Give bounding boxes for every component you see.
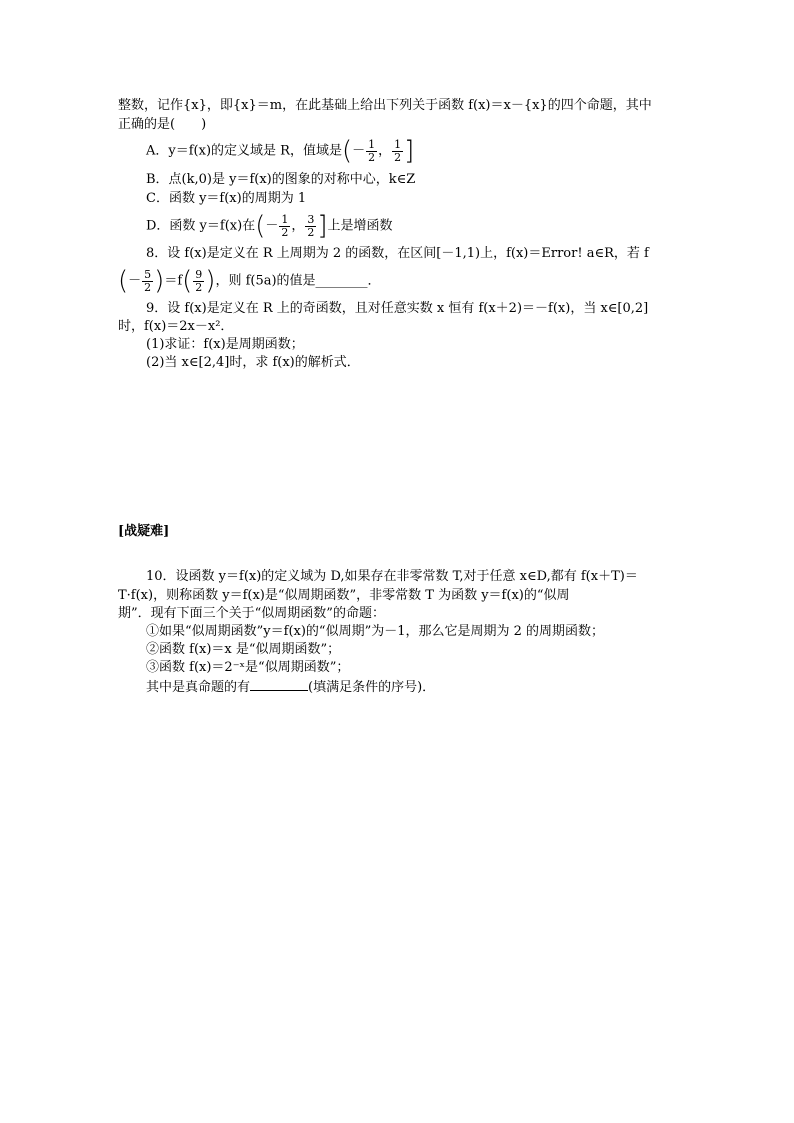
q10-option-1: ①如果“似周期函数”y＝f(x)的“似周期”为－1，那么它是周期为 2 的周期函数； — [146, 624, 605, 639]
q7-option-b: B．点(k,0)是 y＝f(x)的图象的对称中心，k∈Z — [146, 172, 416, 187]
fraction: $\frac{1}{2}$ — [394, 137, 402, 164]
q8-tail: ，则 f(5a)的值是________． — [215, 273, 381, 289]
fraction: $\frac{3}{2}$ — [307, 212, 315, 239]
q7-option-a: A．y＝f(x)的定义域是 R，值域是(－ $\frac{1}{2}$ ， $\frac{1}{2}$ ] — [146, 136, 415, 166]
q10-text-line3: 期”．现有下面三个关于“似周期函数”的命题： — [118, 606, 385, 621]
q9-text-line2: 时，f(x)＝2x－x²． — [118, 319, 234, 334]
q10-tail: (填满足条件的序号)． — [308, 680, 436, 695]
q7-option-d: D．函数 y＝f(x)在(－ $\frac{1}{2}$ ， $\frac{3}{2}$ ]上是增函数 — [146, 211, 393, 241]
q10-text-line1: 10．设函数 y＝f(x)的定义域为 D,如果存在非零常数 T,对于任意 x∈D,都有 f(x＋T)＝ — [146, 569, 638, 584]
q7-text-line1: 整数，记作{x}，即{x}＝m，在此基础上给出下列关于函数 f(x)＝x－{x}的四个命题，其中 — [118, 98, 652, 113]
q7-option-c: C．函数 y＝f(x)的周期为 1 — [146, 191, 307, 206]
q7-text-line2: 正确的是( ) — [118, 117, 207, 132]
q10-option-2: ②函数 f(x)＝x 是“似周期函数”； — [146, 642, 341, 657]
q10-text-line4 — [146, 678, 435, 696]
option-d-text: D．函数 y＝f(x)在 — [146, 218, 256, 234]
q8-text-line1: 8．设 f(x)是定义在 R 上周期为 2 的函数，在区间[－1,1)上，f(x)＝Error! a∈R，若 f — [146, 246, 649, 261]
fraction: $\frac{1}{2}$ — [281, 212, 289, 239]
q9-subquestion-1: (1)求证：f(x)是周期函数； — [146, 337, 304, 352]
answer-blank — [250, 678, 308, 691]
option-d-tail: 上是增函数 — [327, 218, 393, 234]
q10-option-3: ③函数 f(x)＝2⁻ˣ是“似周期函数”； — [146, 660, 350, 675]
q10-prompt: 其中是真命题的有 — [146, 680, 251, 695]
fraction: $\frac{1}{2}$ — [368, 137, 376, 164]
fraction: $\frac{5}{2}$ — [144, 267, 152, 294]
q8-text-line2: (－ $\frac{5}{2}$ )＝f( $\frac{9}{2}$ )，则 f(5a)的值是________． — [118, 266, 381, 296]
q10-text-line2: T·f(x)，则称函数 y＝f(x)是“似周期函数”，非零常数 T 为函数 y＝f(x)的“似周 — [118, 588, 570, 603]
fraction: $\frac{9}{2}$ — [195, 267, 203, 294]
q9-subquestion-2: (2)当 x∈[2,4]时，求 f(x)的解析式． — [146, 355, 360, 370]
section-title: [战疑难] — [118, 524, 170, 539]
option-a-text: A．y＝f(x)的定义域是 R，值域是 — [146, 143, 342, 159]
q9-text-line1: 9．设 f(x)是定义在 R 上的奇函数，且对任意实数 x 恒有 f(x＋2)＝－f(x)，当 x∈[0,2] — [146, 301, 649, 316]
